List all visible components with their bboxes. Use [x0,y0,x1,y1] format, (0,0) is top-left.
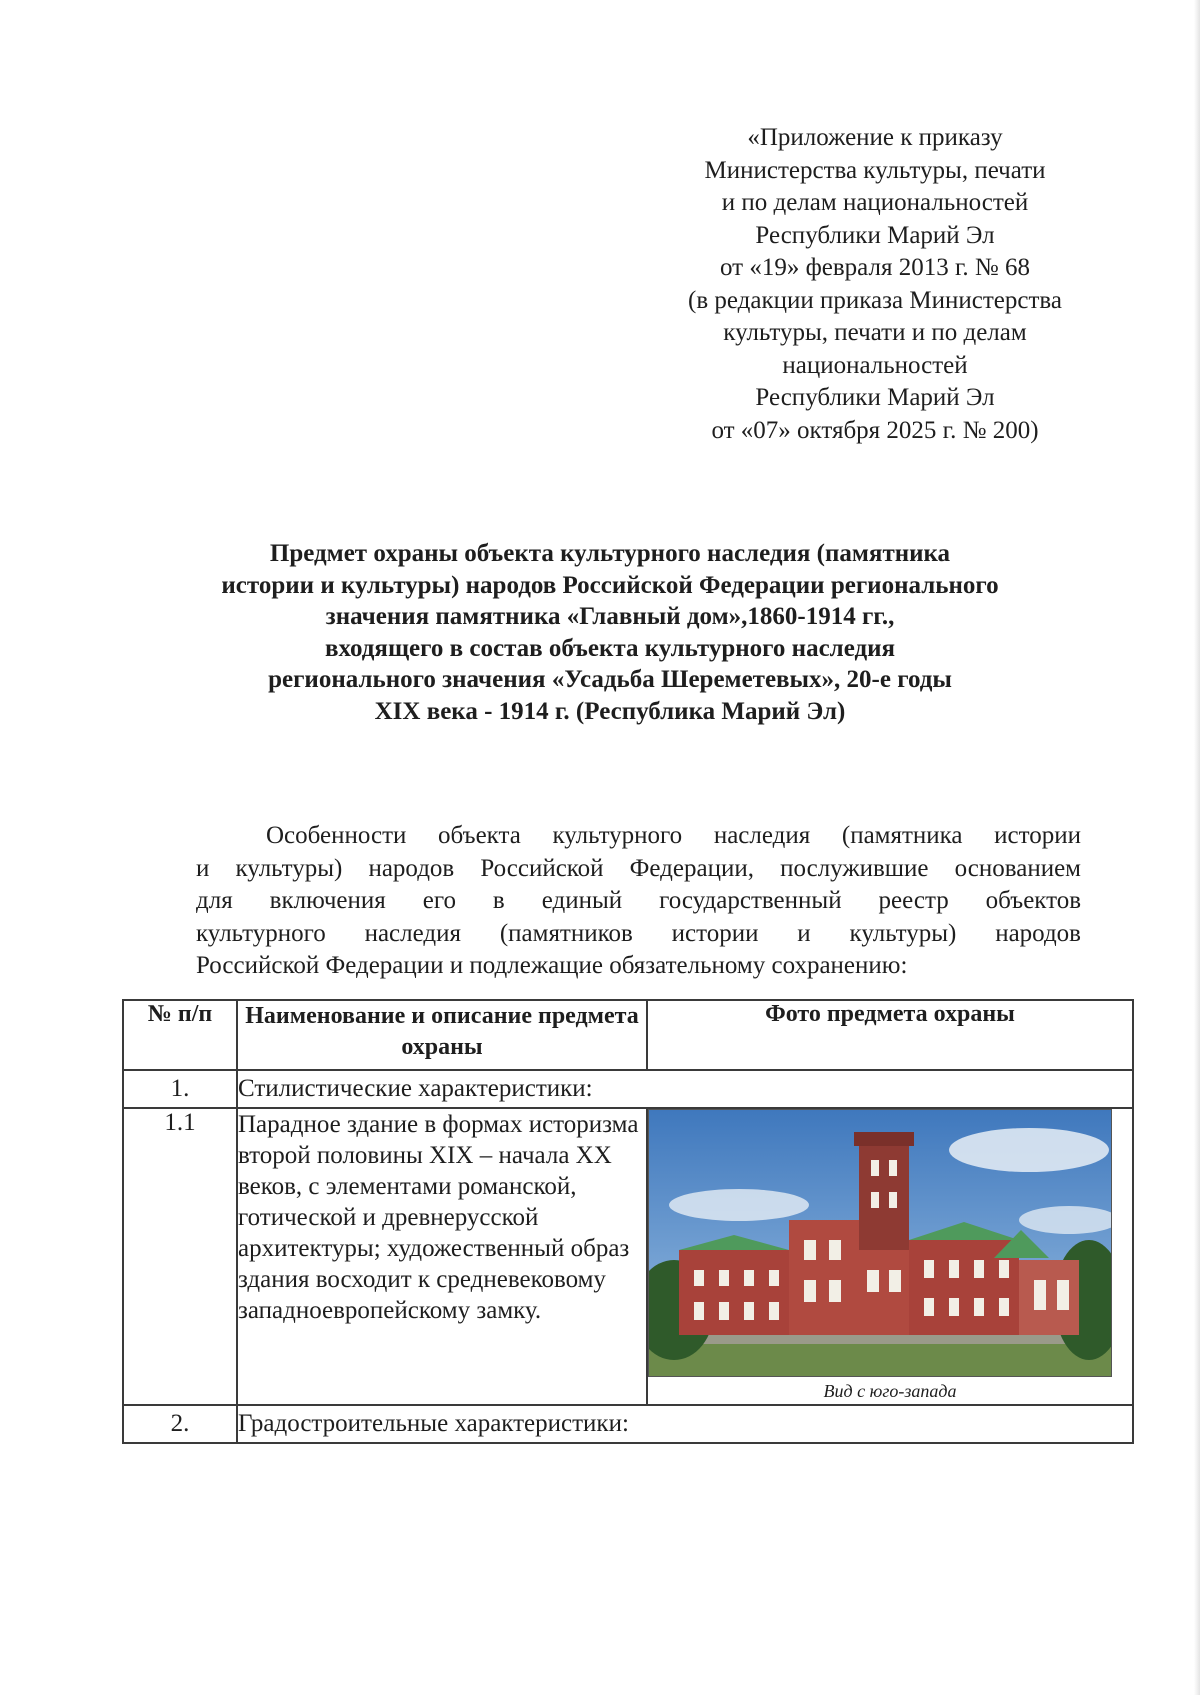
table-row [123,1070,1133,1108]
appendix-line: национальностей [782,351,968,379]
section-label: Градостроительные характеристики: [237,1405,1133,1443]
appendix-line: «Приложение к приказу [747,124,1003,151]
intro-line: для включения его в единый государственный реестр объектов [196,887,1081,914]
photo-cell [647,1108,1133,1405]
table-header-row [123,1000,1133,1070]
document-title [160,538,1060,727]
title-line: истории и культуры) народов Российской Федерации регионального [221,571,999,599]
appendix-line: Республики Марий Эл [755,384,995,411]
appendix-line: (в редакции приказа Министерства [688,286,1062,314]
row-num: 2. [123,1405,237,1443]
title-line: Предмет охраны объекта культурного наследия (памятника [269,540,951,567]
appendix-line: от «19» февраля 2013 г. № 68 [719,254,1031,281]
table-row [123,1108,1133,1405]
row-num: 1. [123,1070,237,1108]
intro-line: Российской Федерации и подлежащие обязательному сохранению: [196,952,908,979]
item-description: Парадное здание в формах историзма второй половины XIX – начала XX веков, с элементами романской, готической и древнерусской архитектуры; художественный образ здания восходит к средневековому западноевропейскому замку. [237,1108,647,1405]
title-line: входящего в состав объекта культурного наследия [324,634,896,662]
appendix-header [640,122,1110,447]
header-num: № п/п [123,1000,237,1070]
manor-photo-image [649,1110,1111,1376]
title-line: значения памятника «Главный дом»,1860-1914 гг., [325,603,895,630]
protection-table [122,999,1134,1444]
title-line: регионального значения «Усадьба Шереметевых», 20-е годы [268,666,952,693]
appendix-line: и по делам национальностей [721,189,1029,216]
manor-photo [648,1109,1112,1377]
intro-line: и культуры) народов Российской Федерации, послужившие основанием [196,854,1081,882]
table-row [123,1405,1133,1443]
appendix-line: культуры, печати и по делам [723,319,1027,346]
intro-line: культурного наследия (памятников истории и культуры) народов [196,919,1081,947]
intro-line: Особенности объекта культурного наследия (памятника истории [266,822,1081,849]
page-edge [1194,0,1200,1695]
appendix-line: Министерства культуры, печати [704,156,1046,184]
intro-paragraph [196,820,1081,983]
photo-caption: Вид с юго-запада [823,1381,957,1401]
header-photo: Фото предмета охраны [647,1000,1133,1070]
title-line: XIX века - 1914 г. (Республика Марий Эл) [374,697,846,725]
row-num: 1.1 [123,1108,237,1405]
appendix-line: от «07» октября 2025 г. № 200) [711,416,1039,444]
section-label: Стилистические характеристики: [237,1070,1133,1108]
header-name: Наименование и описание предмета охраны [237,1000,647,1070]
appendix-line: Республики Марий Эл [755,221,995,249]
